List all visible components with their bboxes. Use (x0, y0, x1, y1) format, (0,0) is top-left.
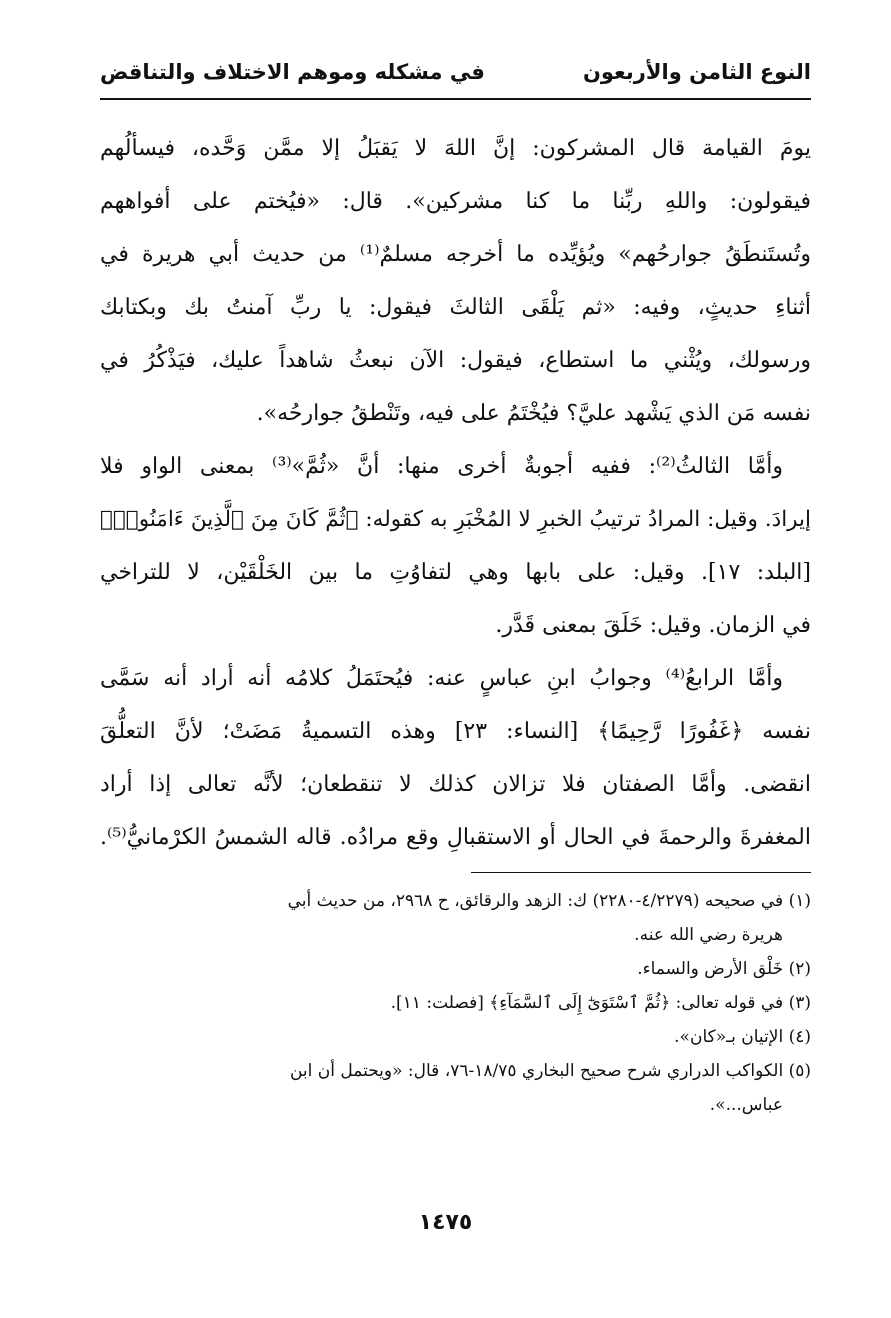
footnote-line: هريرة رضي الله عنه. (634, 925, 783, 945)
chapter-title: النوع الثامن والأربعون (582, 60, 811, 84)
body-line: نفسه ﴿غَفُورًا رَّحِيمًا﴾ [النساء: ٢٣] وهذه التسميةُ مَضَتْ؛ لأنَّ التعلُّقَ (100, 719, 811, 744)
footnote-line: عباس...». (709, 1095, 783, 1115)
footnote-line: (٤) الإتيان بـ«كان». (674, 1027, 811, 1047)
body-line: فيقولون: واللهِ ربِّنا ما كنا مشركين». قال: «فيُختم على أفواههم (100, 189, 811, 214)
body-line: وأمَّا الرابعُ⁽⁴⁾ وجوابُ ابنِ عباسٍ عنه: فيُحتَمَلُ كلامُه أنه أراد أنه سَمَّى (100, 666, 783, 691)
footnote-divider (471, 872, 811, 873)
body-line: في الزمان. وقيل: خَلَقَ بمعنى قَدَّر. (495, 613, 811, 638)
body-line: نفسه مَن الذي يَشْهد عليَّ؟ فيُخْتَمُ على فيه، وتَنْطقُ جوارحُه». (256, 401, 811, 426)
body-line: إيرادَ. وقيل: المرادُ ترتيبُ الخبرِ لا المُخْبَرِ به كقوله: ﴿ثُمَّ كَانَ مِنَ ٱلَّذِينَ ءَامَنُوا۟﴾ (100, 507, 811, 532)
running-header (100, 52, 811, 100)
body-line: المغفرةَ والرحمةَ في الحال أو الاستقبالِ وقع مرادُه. قاله الشمسُ الكرْمانيُّ⁽⁵⁾. (100, 825, 811, 850)
body-line: وتُستَنطَقُ جوارحُهم» ويُؤيِّده ما أخرجه مسلمٌ⁽¹⁾ من حديث أبي هريرة في (100, 242, 811, 267)
footnotes (100, 884, 811, 1122)
section-title: في مشكله وموهم الاختلاف والتناقض (100, 60, 485, 84)
main-text (100, 122, 811, 864)
body-line: أثناءِ حديثٍ، وفيه: «ثم يَلْقَى الثالثَ فيقول: يا ربِّ آمنتُ بك وبكتابك (100, 295, 811, 320)
body-line: انقضى. وأمَّا الصفتان فلا تزالان كذلك لا تنقطعان؛ لأنَّه تعالى إذا أراد (100, 772, 811, 797)
footnote-line: (١) في صحيحه (٤/٢٢٧٩-٢٢٨٠) ك: الزهد والرقائق، ح ٢٩٦٨، من حديث أبي (287, 891, 811, 911)
footnote-line: (٥) الكواكب الدراري شرح صحيح البخاري ١٨/٧٥-٧٦، قال: «ويحتمل أن ابن (289, 1061, 811, 1081)
footnote-line: (٣) في قوله تعالى: ﴿ثُمَّ ٱسْتَوَىٰٓ إِلَى ٱلسَّمَآءِ﴾ [فصلت: ١١]. (390, 993, 811, 1013)
body-line: يومَ القيامة قال المشركون: إنَّ اللهَ لا يَقبَلُ إلا ممَّن وَحَّده، فيسألُهم (100, 136, 811, 161)
body-line: وأمَّا الثالثُ⁽²⁾: ففيه أجوبةٌ أخرى منها: أنَّ «ثُمَّ»⁽³⁾ بمعنى الواو فلا (100, 454, 783, 479)
body-line: [البلد: ١٧]. وقيل: على بابها وهي لتفاوُتِ ما بين الخَلْقَيْن، لا للتراخي (100, 560, 811, 585)
body-line: ورسولك، ويُثْني ما استطاع، فيقول: الآن نبعثُ شاهداً عليك، فيَذْكُرُ في (100, 348, 811, 373)
footnote-line: (٢) خَلْق الأرض والسماء. (637, 959, 811, 979)
page-number: ١٤٧٥ (418, 1210, 473, 1235)
